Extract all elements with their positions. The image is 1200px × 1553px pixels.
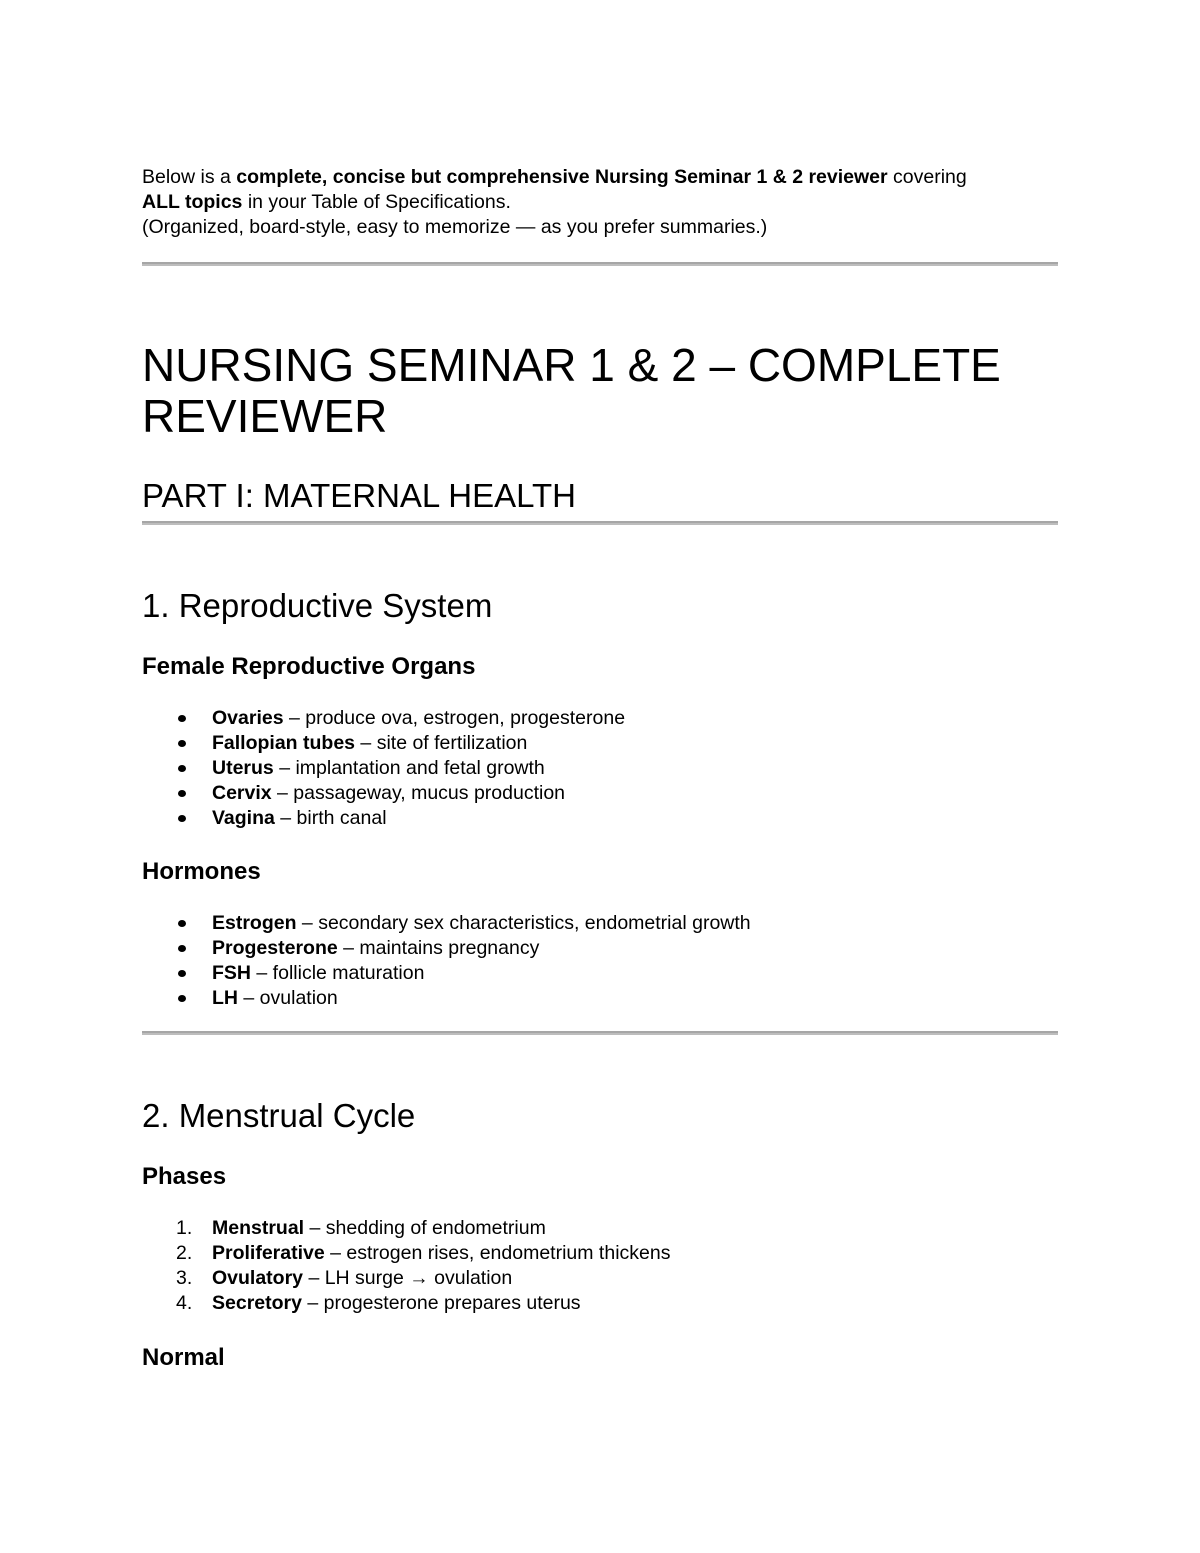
list-item: Cervix – passageway, mucus production [142,781,625,806]
bullet-icon [178,740,186,747]
list-item: 4. Secretory – progesterone prepares uterus [176,1292,581,1314]
subheading-hormones: Hormones [142,858,261,885]
section-heading-reproductive-system: 1. Reproductive System [142,587,493,624]
part-heading: PART I: MATERNAL HEALTH [142,477,576,514]
bullet-icon [178,995,186,1002]
list-item: 2. Proliferative – estrogen rises, endometrium thickens [176,1242,671,1264]
document-title: NURSING SEMINAR 1 & 2 – COMPLETE REVIEWER [142,339,1001,442]
intro-line-2: ALL topics in your Table of Specifications. [142,191,511,213]
intro-paragraph [142,165,1072,240]
bullet-icon [178,790,186,797]
horizontal-rule [142,521,1058,525]
bullet-icon [178,920,186,927]
list-item: LH – ovulation [142,986,751,1011]
phases-list [142,1216,670,1316]
list-item: Ovaries – produce ova, estrogen, progesterone [142,706,625,731]
list-item: Progesterone – maintains pregnancy [142,936,751,961]
intro-line-1: Below is a complete, concise but comprehensive Nursing Seminar 1 & 2 reviewer covering [142,166,967,188]
horizontal-rule [142,1031,1058,1035]
intro-line-3: (Organized, board-style, easy to memorize — as you prefer summaries.) [142,216,768,238]
bullet-icon [178,970,186,977]
bullet-icon [178,765,186,772]
bullet-icon [178,945,186,952]
subheading-female-organs: Female Reproductive Organs [142,653,476,680]
horizontal-rule [142,262,1058,266]
bullet-icon [178,815,186,822]
organs-list [142,706,625,831]
section-heading-menstrual-cycle: 2. Menstrual Cycle [142,1097,416,1134]
list-item: 1. Menstrual – shedding of endometrium [176,1217,546,1239]
hormones-list [142,911,751,1011]
subheading-phases: Phases [142,1163,227,1190]
bullet-icon [178,715,186,722]
list-item: 3. Ovulatory – LH surge → ovulation [176,1267,513,1289]
list-item: Uterus – implantation and fetal growth [142,756,625,781]
list-item: Vagina – birth canal [142,806,625,831]
subheading-normal: Normal [142,1344,225,1371]
list-item: Estrogen – secondary sex characteristics, endometrial growth [142,911,751,936]
list-item: Fallopian tubes – site of fertilization [142,731,625,756]
list-item: FSH – follicle maturation [142,961,751,986]
